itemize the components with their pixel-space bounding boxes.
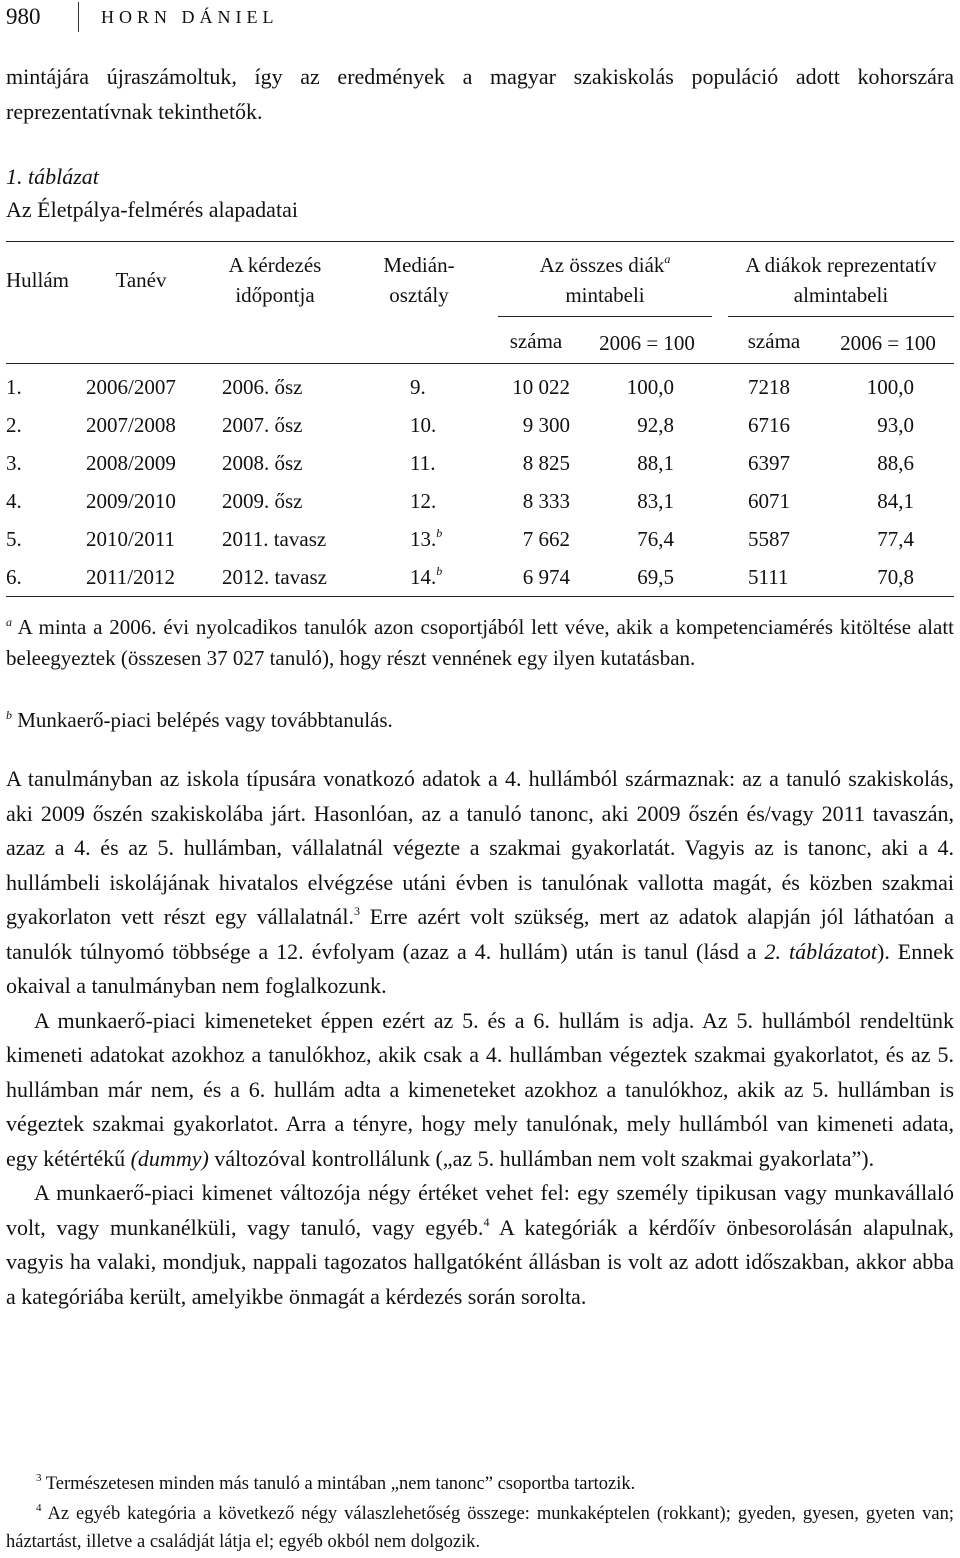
- cell-all-index: 83,1: [637, 489, 674, 513]
- cell-year: 2008/2009: [86, 451, 176, 475]
- body-text: [6, 762, 954, 1314]
- body-paragraph-2: A munkaerő-piaci kimeneteket éppen ezért az 5. és a 6. hullám is adja. Az 5. hullámból rendeltünk kimeneti adatokat azokhoz a tanulókhoz, akik csak a 4. hullámban végeztek szakmai gyakorlatot, és az 5. hullámban már nem, és a 6. hullám adta a kimeneteket azokhoz a tanulókhoz, akik az 5. hullámban is végeztek szakmai gyakorlatot. Arra a tényre, hogy mely tanulónak, mely hullámból van kimeneti adata, egy kétértékű (dummy) változóval kontrollálunk („az 5. hullámban nem volt szakmai gyakorlata”).: [6, 1007, 954, 1171]
- cell-year: 2007/2008: [86, 413, 176, 437]
- cell-rep-index: 77,4: [877, 527, 914, 551]
- header-divider: [78, 2, 79, 32]
- cell-all-index: 88,1: [637, 451, 674, 475]
- cell-survey-time: 2009. ősz: [222, 489, 303, 513]
- table-reference: 2. táblázatot: [764, 938, 877, 964]
- cell-wave: 5.: [6, 527, 22, 551]
- table-title: Az Életpálya-felmérés alapadatai: [6, 197, 298, 222]
- table-note-b: $^b$ Munkaerő-piaci belépés vagy továbbtanulás.: [6, 708, 393, 732]
- cell-year: 2009/2010: [86, 489, 176, 513]
- cell-survey-time: 2012. tavasz: [222, 565, 327, 589]
- cell-median: 11.: [410, 451, 436, 475]
- subheader-all-index: 2006 = 100: [599, 331, 695, 355]
- cell-all-index: 92,8: [637, 413, 674, 437]
- footnote-ref-4: 4: [483, 1214, 490, 1229]
- cell-survey-time: 2006. ősz: [222, 375, 303, 399]
- header-bottom-rule: [6, 363, 954, 364]
- table-bottom-rule: [6, 596, 954, 597]
- cell-rep-index: 93,0: [877, 413, 914, 437]
- cell-survey-time: 2011. tavasz: [222, 527, 327, 551]
- cell-all-index: 100,0: [626, 375, 674, 399]
- table-top-rule: [6, 241, 954, 242]
- header-representative: A diákok reprezentatív almintabeli: [745, 253, 937, 307]
- cell-rep-count: 6071: [748, 489, 790, 513]
- cell-wave: 1.: [6, 375, 22, 399]
- cell-rep-count: 7218: [748, 375, 790, 399]
- cell-wave: 3.: [6, 451, 22, 475]
- footnote-3: $^3$ Természetesen minden más tanuló a mintában „nem tanonc” csoportba tartozik.: [36, 1472, 636, 1494]
- cell-wave: 4.: [6, 489, 22, 513]
- cell-rep-count: 5587: [748, 527, 790, 551]
- cell-year: 2010/2011: [86, 527, 176, 551]
- header-wave: Hullám: [6, 268, 69, 292]
- header-all-students: Az összes diák$^a$ mintabeli: [539, 252, 671, 307]
- cell-rep-index: 84,1: [877, 489, 914, 513]
- table-caption: [6, 160, 298, 226]
- cell-rep-index: 70,8: [877, 565, 914, 589]
- cell-median: 14.$^b$: [410, 564, 443, 589]
- cell-wave: 2.: [6, 413, 22, 437]
- cell-year: 2011/2012: [86, 565, 176, 589]
- header-author: HORN DÁNIEL: [101, 6, 279, 27]
- cell-rep-index: 100,0: [866, 375, 914, 399]
- cell-all-count: 8 333: [522, 489, 570, 513]
- cell-all-count: 10 022: [512, 375, 570, 399]
- cell-all-count: 8 825: [522, 451, 570, 475]
- cell-median: 9.: [410, 375, 426, 399]
- cell-median: 12.: [410, 489, 437, 513]
- header-year: Tanév: [115, 268, 167, 292]
- cell-rep-count: 5111: [748, 565, 789, 589]
- lead-paragraph: mintájára újraszámoltuk, így az eredmények a magyar szakiskolás populáció adott kohorszára reprezentatívnak tekinthetők.: [6, 64, 954, 124]
- cell-rep-index: 88,6: [877, 451, 914, 475]
- cell-survey-time: 2008. ősz: [222, 451, 303, 475]
- cell-all-index: 69,5: [637, 565, 674, 589]
- cell-all-count: 9 300: [522, 413, 570, 437]
- body-paragraph-1: A tanulmányban az iskola típusára vonatkozó adatok a 4. hullámból származnak: az a tanuló szakiskolás, aki 2009 őszén szakiskolába járt. Hasonlóan, az a tanuló tanonc, aki 2009 őszén és/vagy 2011 tavaszán, azaz a 4. és az 5. hullámban, vállalatnál végezte a szakmai gyakorlatát. Vagyis az is tanonc, aki a 4. hullámbeli iskolájának hivatalos elvégzése utáni évben is tanulónak vallotta magát, és közben szakmai gyakorlaton vett részt egy vállalatnál.$^3$ Erre azért volt szükség, mert az adatok alapján jól láthatóan a tanulók túlnyomó többsége a 12. évfolyam (azaz a 4. hullám) után is tanul (lásd a 2. táblázatot). Ennek okaival a tanulmányban nem foglalkozunk.: [6, 766, 955, 998]
- table-number: 1. táblázat: [6, 164, 99, 189]
- group-rule-all: [498, 316, 712, 317]
- subheader-all-count: száma: [509, 329, 563, 353]
- cell-all-count: 6 974: [522, 565, 570, 589]
- footnote-4: $^4$ Az egyéb kategória a következő négy válaszlehetőség összege: munkaképtelen (rokkant); gyeden, gyesen, gyeten van; háztartást, illetve a családját látja el; egyéb okból nem dolgozik.: [6, 1502, 954, 1552]
- cell-year: 2006/2007: [86, 375, 176, 399]
- cell-median: 10.: [410, 413, 437, 437]
- body-paragraph-3: A munkaerő-piaci kimenet változója négy értéket vehet fel: egy személy tipikusan vagy munkavállaló volt, vagy munkanélküli, vagy tanuló, vagy egyéb.$^4$ A kategóriák a kérdőív önbesorolásán alapulnak, vagyis ha valaki, mondjuk, nappali tagozatos hallgatóként állásban is volt az adott időszakban, akkor abba a kategóriába került, amelyikbe önmagát a kérdezés során sorolta.: [6, 1180, 954, 1309]
- cell-survey-time: 2007. ősz: [222, 413, 303, 437]
- running-header: [6, 2, 278, 32]
- footnote-ref-3: 3: [353, 904, 360, 918]
- cell-rep-count: 6716: [748, 413, 790, 437]
- table-note-a: $^a$ A minta a 2006. évi nyolcadikos tanulók azon csoportjából lett véve, akik a kompetenciamérés kitöltése alatt beleegyeztek (összesen 37 027 tanuló), hogy részt vennének egy ilyen kutatásban.: [6, 615, 954, 670]
- header-median-class: Medián- osztály: [383, 253, 455, 307]
- cell-median: 13.$^b$: [410, 526, 443, 551]
- header-survey-time: A kérdezés időpontja: [228, 253, 322, 307]
- cell-all-count: 7 662: [522, 527, 570, 551]
- subheader-rep-index: 2006 = 100: [840, 331, 936, 355]
- cell-wave: 6.: [6, 565, 22, 589]
- subheader-rep-count: száma: [747, 329, 801, 353]
- group-rule-rep: [728, 316, 954, 317]
- page-number: 980: [6, 4, 41, 29]
- footnote-mark-a: a: [664, 252, 671, 266]
- dummy-term: (dummy): [130, 1145, 209, 1171]
- cell-rep-count: 6397: [748, 451, 790, 475]
- cell-all-index: 76,4: [637, 527, 674, 551]
